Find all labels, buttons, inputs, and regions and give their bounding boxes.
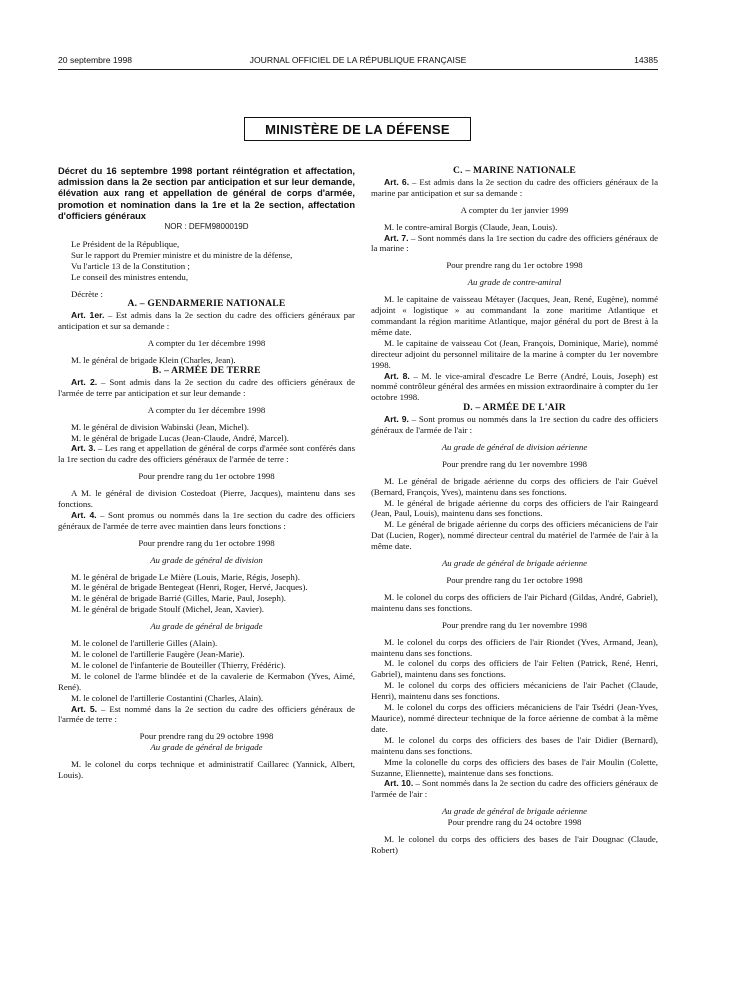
person-entry: A M. le général de division Costedoat (Pierre, Jacques), maintenu dans ses fonctions. xyxy=(58,488,355,510)
article-label: Art. 7. xyxy=(384,232,409,243)
section-heading-armee-de-l-air: D. – ARMÉE DE L'AIR xyxy=(463,402,566,414)
article-6 xyxy=(371,177,658,199)
person-entry: M. le colonel du corps des officiers des bases de l'air Dougnac (Claude, Robert) xyxy=(371,834,658,855)
grade-subheading: Au grade de contre-amiral xyxy=(467,277,562,288)
rank-date: Pour prendre rang du 1er octobre 1998 xyxy=(446,260,583,271)
left-column xyxy=(58,166,355,781)
article-text: – Est admis dans la 2e section du cadre des officiers généraux par anticipation et sur sa demande : xyxy=(58,310,355,332)
person-entry: M. le général de brigade aérienne du corps des officiers de l'air Raingeard (Jean, Paul, Louis), maintenu dans ses fonctions. xyxy=(371,497,658,519)
right-column xyxy=(371,166,658,856)
person-entry: M. le général de brigade Stoulf (Michel, Jean, Xavier). xyxy=(71,604,264,615)
section-heading-marine: C. – MARINE NATIONALE xyxy=(453,165,576,176)
nor-reference: NOR : DEFM9800019D xyxy=(164,222,249,232)
article-1 xyxy=(58,310,355,332)
article-3 xyxy=(58,443,355,465)
article-label: Art. 5. xyxy=(71,703,98,714)
person-entry: M. le colonel du corps des officiers de l'air Felten (Patrick, René, Henri, Gabriel), maintenu dans ses fonctions. xyxy=(371,658,658,680)
ministry-title: MINISTÈRE DE LA DÉFENSE xyxy=(265,121,450,137)
rank-date: A compter du 1er janvier 1999 xyxy=(460,204,569,215)
page-header xyxy=(58,55,658,69)
rank-date: Pour prendre rang du 1er octobre 1998 xyxy=(138,537,275,548)
article-4 xyxy=(58,510,355,532)
person-entry: M. le général de division Wabinski (Jean, Michel). xyxy=(71,421,249,432)
rank-date: Pour prendre rang du 1er novembre 1998 xyxy=(441,619,588,630)
person-entry: M. le général de brigade Lucas (Jean-Claude, André, Marcel). xyxy=(71,432,289,443)
person-entry: M. le colonel de l'artillerie Gilles (Alain). xyxy=(71,638,218,649)
article-5 xyxy=(58,704,355,726)
decree-title: Décret du 16 septembre 1998 portant réintégration et affectation, admission dans la 2e section par anticipation et sur leur demande, élévation aux rang et appellation de général de corps d'armée, promotion et nomination dans la 1re et la 2e section, affectation d'officiers généraux xyxy=(58,166,355,221)
article-text: – Est nommé dans la 2e section du cadre des officiers généraux de l'armée de terre : xyxy=(58,703,355,725)
header-rule xyxy=(58,69,658,70)
decrete-line: Décrète : xyxy=(71,288,103,299)
article-text: – Sont admis dans la 2e section du cadre des officiers généraux de l'armée de terre par anticipation et sur leur demande : xyxy=(58,376,355,398)
grade-subheading: Au grade de général de brigade aérienne xyxy=(441,806,588,817)
grade-subheading: Au grade de général de division xyxy=(150,554,263,565)
article-10 xyxy=(371,778,658,800)
rank-date: A compter du 1er décembre 1998 xyxy=(147,404,266,415)
article-7 xyxy=(371,233,658,255)
article-label: Art. 2. xyxy=(71,376,98,387)
person-entry: M. Le général de brigade aérienne du corps des officiers de l'air Guével (Bernard, François, Yves), maintenu dans ses fonctions. xyxy=(371,475,658,497)
rank-date: A compter du 1er décembre 1998 xyxy=(147,338,266,349)
article-text: – Sont nommés dans la 1re section du cadre des officiers généraux de la marine : xyxy=(371,232,658,254)
person-entry: M. Le général de brigade aérienne du corps des officiers mécaniciens de l'air Dat (Lucien, Roger), nommé directeur central du matériel de l'armée de l'air à la même date. xyxy=(371,519,658,552)
grade-subheading: Au grade de général de division aérienne xyxy=(441,441,588,452)
article-label: Art. 1er. xyxy=(71,310,105,321)
article-label: Art. 8. xyxy=(384,370,410,381)
journal-title: JOURNAL OFFICIEL DE LA RÉPUBLIQUE FRANÇAISE xyxy=(249,55,467,65)
preamble-line: Vu l'article 13 de la Constitution ; xyxy=(71,260,190,271)
preamble-line: Le conseil des ministres entendu, xyxy=(71,271,189,282)
article-label: Art. 4. xyxy=(71,509,97,520)
section-heading-gendarmerie: A. – GENDARMERIE NATIONALE xyxy=(127,298,286,310)
person-entry: M. le général de brigade Le Mière (Louis, Marie, Régis, Joseph). xyxy=(71,571,300,582)
person-entry: M. le capitaine de vaisseau Métayer (Jacques, Jean, René, Eugène), nommé adjoint « logistique » au commandant la zone maritime Atlantique et commandant la région maritime Atlantique, major général du port de Brest à la même date. xyxy=(371,294,658,337)
article-label: Art. 3. xyxy=(71,443,96,454)
section-heading-armee-de-terre: B. – ARMÉE DE TERRE xyxy=(152,364,261,376)
rank-date: Pour prendre rang du 24 octobre 1998 xyxy=(447,817,582,828)
person-entry: M. le colonel du corps des officiers mécaniciens de l'air Tsédri (Jean-Yves, Maurice), nommé directeur technique de la force aérienne de combat à la même date. xyxy=(371,702,658,734)
person-entry: M. le capitaine de vaisseau Cot (Jean, François, Dominique, Marie), nommé directeur adjoint du personnel militaire de la marine à compter du 1er novembre 1998. xyxy=(371,337,658,370)
article-text: – Sont promus ou nommés dans la 1re section du cadre des officiers généraux de l'armée de l'air : xyxy=(371,414,658,436)
rank-date: Pour prendre rang du 1er octobre 1998 xyxy=(446,575,583,585)
person-entry: M. le général de brigade Klein (Charles, Jean). xyxy=(71,355,236,366)
article-text: – Sont promus ou nommés dans la 1re section du cadre des officiers généraux de l'armée de terre avec maintien dans leurs fonctions : xyxy=(58,509,355,531)
rank-date: Pour prendre rang du 29 octobre 1998 xyxy=(139,731,274,742)
article-8 xyxy=(371,371,658,404)
person-entry: M. le contre-amiral Borgis (Claude, Jean, Louis). xyxy=(384,221,558,232)
article-9 xyxy=(371,414,658,436)
person-entry: M. le général de brigade Bentegeat (Henri, Roger, Hervé, Jacques). xyxy=(71,582,308,593)
rank-date: Pour prendre rang du 1er novembre 1998 xyxy=(441,458,588,469)
person-entry: M. le colonel du corps des officiers des bases de l'air Didier (Bernard), maintenu dans ses fonctions. xyxy=(371,734,658,756)
grade-subheading: Au grade de général de brigade xyxy=(150,621,263,632)
header-date: 20 septembre 1998 xyxy=(58,55,133,65)
person-entry: M. le colonel du corps des officiers de l'air Riondet (Yves, Armand, Jean), maintenu dans ses fonctions. xyxy=(371,636,658,658)
person-entry: M. le colonel du corps des officiers de l'air Pichard (Gildas, André, Gabriel), maintenu dans ses fonctions. xyxy=(371,591,658,613)
grade-subheading: Au grade de général de brigade aérienne xyxy=(441,558,588,569)
rank-date: Pour prendre rang du 1er octobre 1998 xyxy=(138,471,275,482)
page-number: 14385 xyxy=(634,55,658,65)
article-label: Art. 6. xyxy=(384,176,410,187)
person-entry: M. le colonel du corps technique et administratif Caillarec (Yannick, Albert, Louis). xyxy=(58,759,355,781)
article-text: – Les rang et appellation de général de corps d'armée sont conférés dans la 1re section du cadre des officiers généraux de l'armée de terre : xyxy=(58,443,355,465)
person-entry: M. le colonel de l'artillerie Costantini (Charles, Alain). xyxy=(71,692,264,703)
person-entry: M. le colonel de l'artillerie Faugère (Jean-Marie). xyxy=(71,649,245,660)
preamble-line: Sur le rapport du Premier ministre et du ministre de la défense, xyxy=(71,249,293,260)
person-entry: Mme la colonelle du corps des officiers des bases de l'air Moulin (Colette, Suzanne, Eliennette), maintenue dans ses fonctions. xyxy=(371,756,658,778)
article-label: Art. 10. xyxy=(384,778,414,789)
article-text: – M. le vice-amiral d'escadre Le Berre (André, Louis, Joseph) est nommé contrôleur général des armées en mission extraordinaire à compter du 1er octobre 1998. xyxy=(371,370,659,403)
person-entry: M. le général de brigade Barrié (Gilles, Marie, Paul, Joseph). xyxy=(71,593,286,604)
article-2 xyxy=(58,377,355,399)
person-entry: M. le colonel du corps des officiers mécaniciens de l'air Pachet (Claude, Henri), maintenu dans ses fonctions. xyxy=(371,680,658,702)
grade-subheading: Au grade de général de brigade xyxy=(150,742,263,753)
ministry-heading xyxy=(244,117,471,141)
person-entry: M. le colonel de l'arme blindée et de la cavalerie de Kermabon (Yves, Aimé, René). xyxy=(58,670,355,692)
person-entry: M. le colonel de l'infanterie de Bouteiller (Thierry, Frédéric). xyxy=(71,659,286,670)
article-text: – Sont nommés dans la 2e section du cadre des officiers généraux de l'armée de l'air : xyxy=(371,778,658,800)
article-text: – Est admis dans la 2e section du cadre des officiers généraux de la marine par anticipation et sur sa demande : xyxy=(371,176,658,198)
preamble-line: Le Président de la République, xyxy=(71,238,180,249)
article-label: Art. 9. xyxy=(384,414,409,425)
